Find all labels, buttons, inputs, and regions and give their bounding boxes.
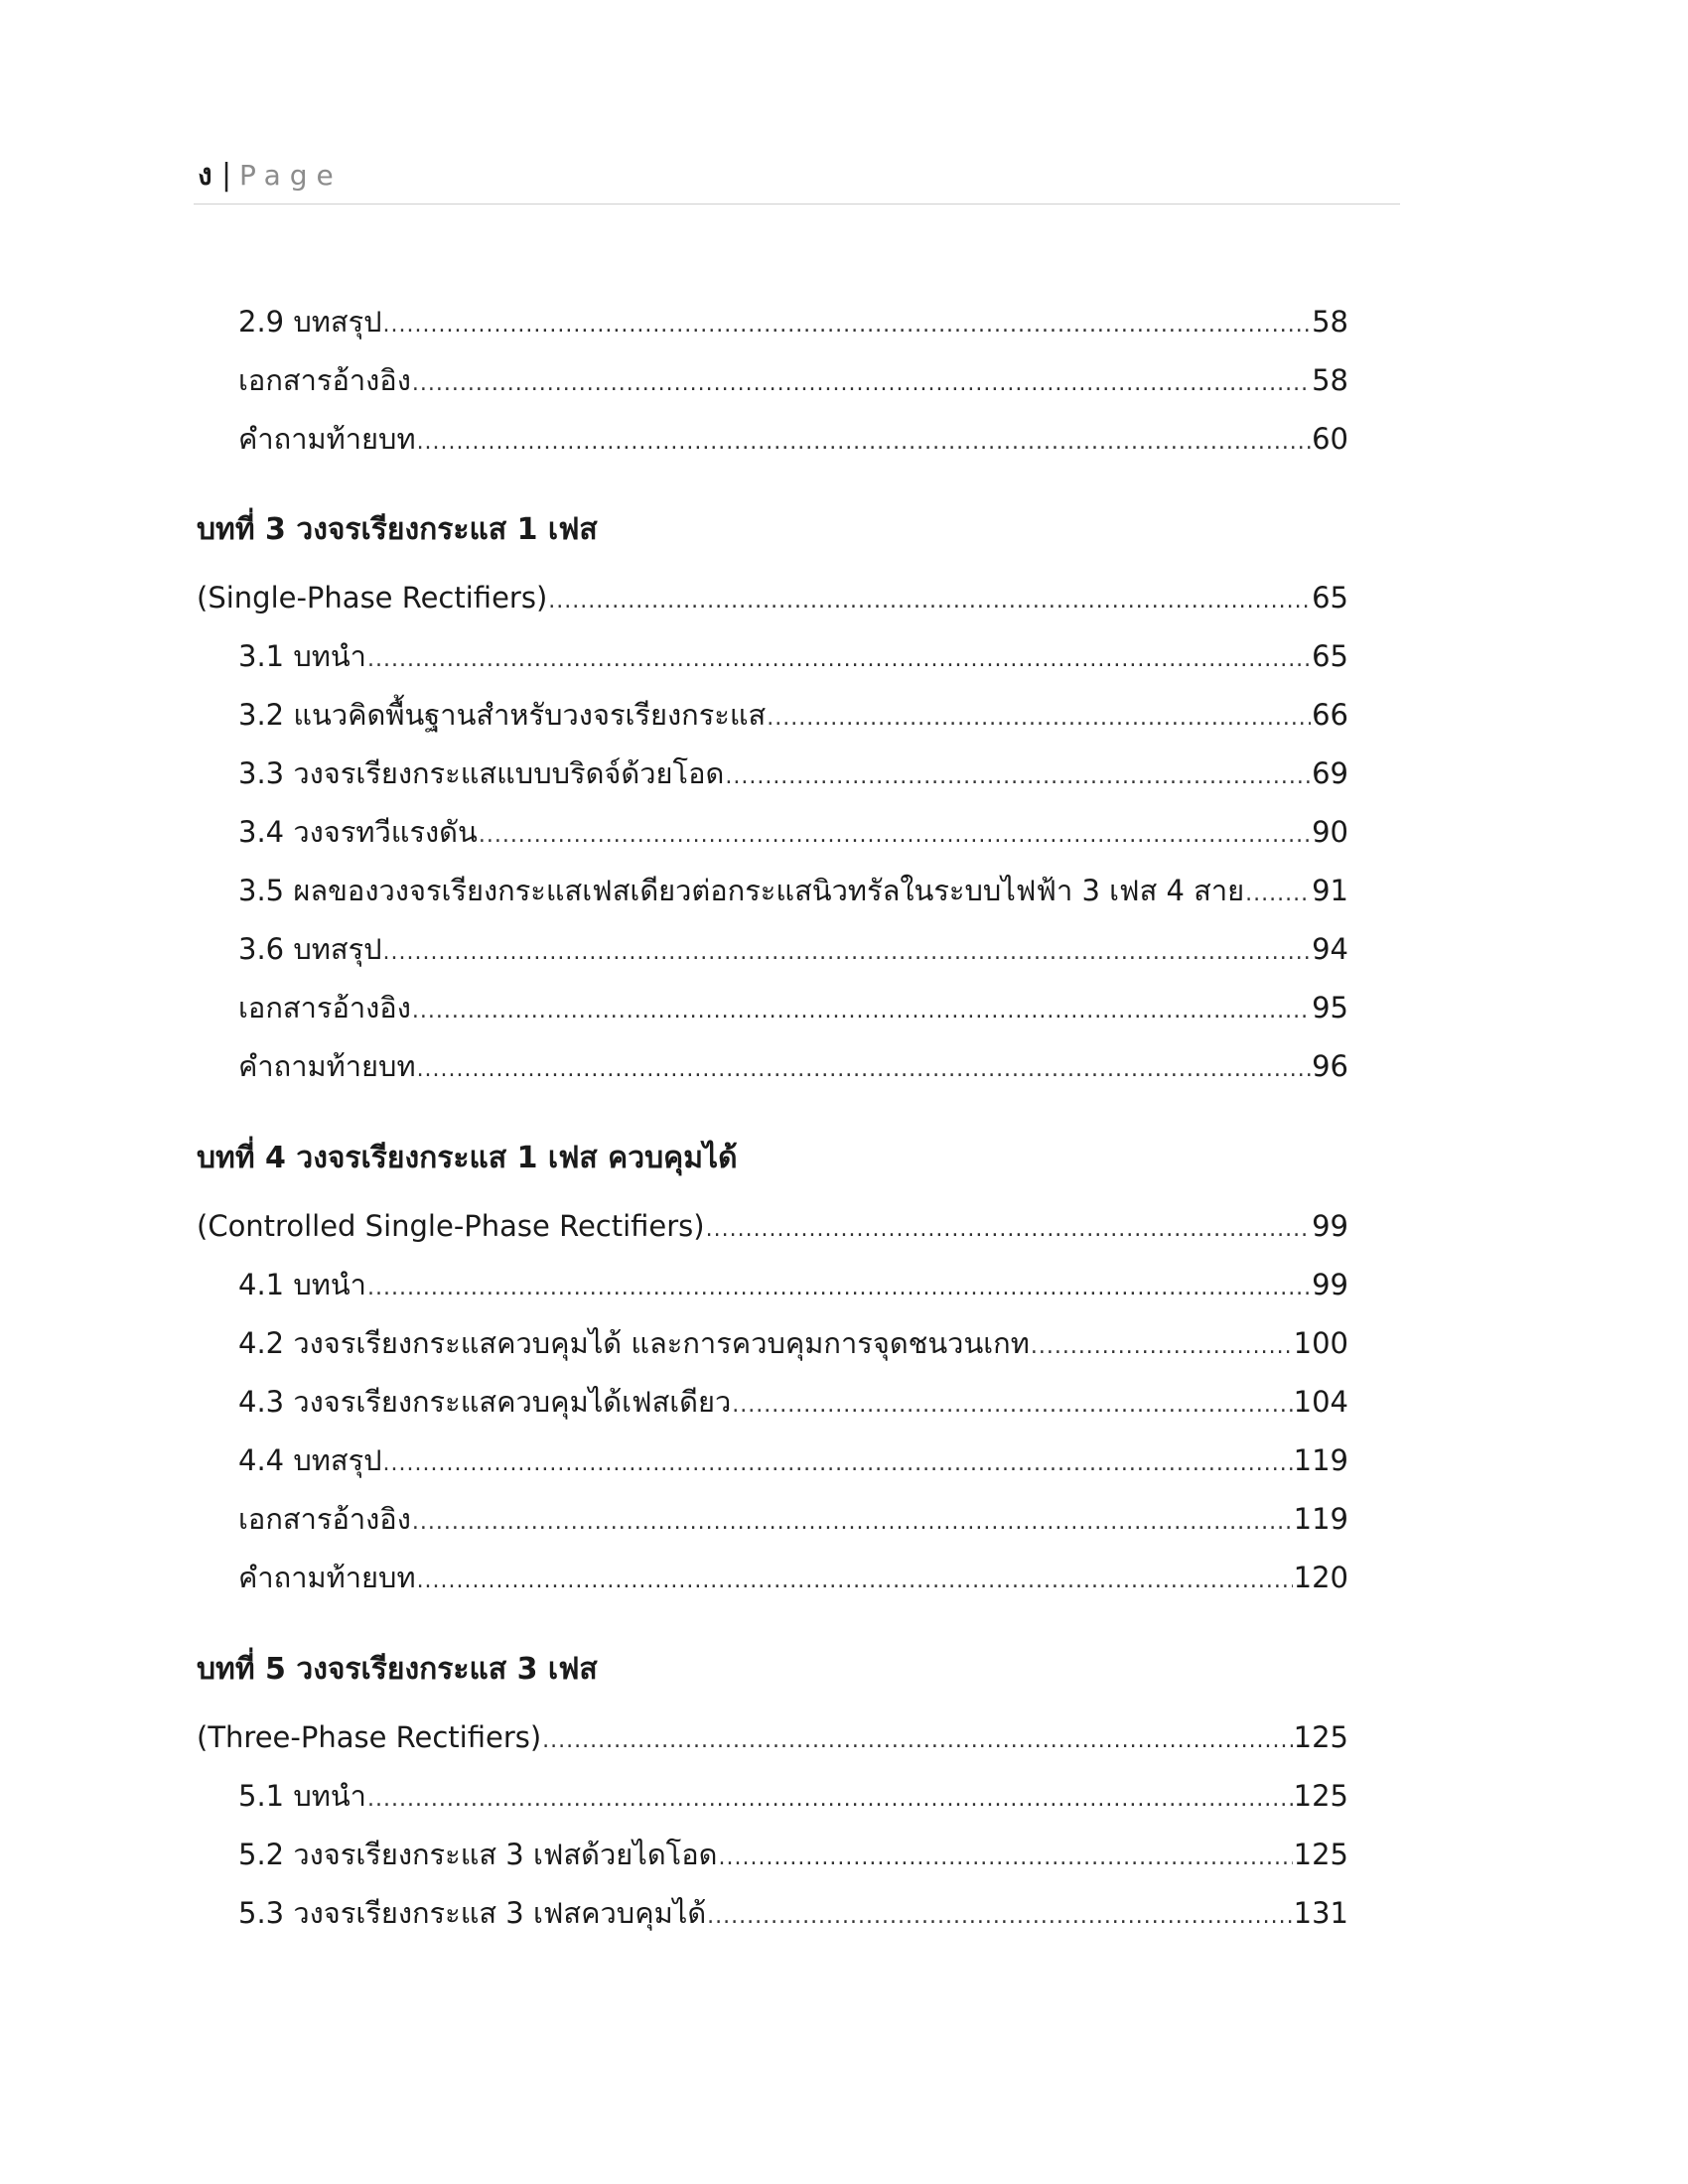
page-header [194, 154, 1400, 205]
toc-entry-label: 4.1 บทนำ [238, 1268, 366, 1301]
toc-entry-label: เอกสารอ้างอิง [238, 363, 411, 397]
toc-entry-page: 94 [1312, 932, 1348, 966]
toc-entry-label: 3.3 วงจรเรียงกระแสแบบบริดจ์ด้วยโอด [238, 756, 725, 790]
dot-leader [548, 574, 1311, 621]
toc-entry-label: 5.2 วงจรเรียงกระแส 3 เฟสด้วยไดโอด [238, 1838, 718, 1871]
toc-entry-page: 120 [1293, 1561, 1348, 1594]
dot-leader [383, 925, 1312, 973]
toc-entry-label: 2.9 บทสรุป [238, 305, 382, 339]
toc-entry[interactable] [238, 1889, 1348, 1937]
toc-entry-page: 119 [1293, 1443, 1348, 1477]
dot-leader [417, 415, 1312, 463]
toc-entry-page: 65 [1312, 639, 1348, 673]
toc-entry[interactable] [238, 1319, 1348, 1367]
toc-entry-page: 125 [1293, 1779, 1348, 1813]
header-separator: | [221, 158, 232, 193]
dot-leader [732, 1378, 1292, 1426]
chapter-heading: บทที่ 3 วงจรเรียงกระแส 1 เฟส [197, 512, 598, 547]
toc-entry-page: 131 [1293, 1896, 1348, 1930]
dot-leader [1245, 867, 1311, 914]
toc-entry-label: 3.4 วงจรทวีแรงดัน [238, 815, 478, 849]
toc-entry[interactable] [238, 750, 1348, 797]
toc-entry-page: 65 [1312, 581, 1348, 614]
toc-entry-page: 125 [1293, 1838, 1348, 1871]
toc-entry[interactable] [238, 1436, 1348, 1484]
toc-entry[interactable] [238, 984, 1348, 1031]
dot-leader [542, 1713, 1292, 1761]
toc-entry[interactable] [238, 1772, 1348, 1820]
toc-entry[interactable] [238, 1042, 1348, 1090]
toc-entry[interactable] [238, 1261, 1348, 1308]
dot-leader [1031, 1319, 1293, 1367]
dot-leader [767, 691, 1311, 739]
toc-entry-label: คำถามท้ายบท [238, 1561, 416, 1594]
toc-entry[interactable] [238, 632, 1348, 680]
dot-leader [725, 750, 1311, 797]
toc-entry[interactable] [238, 1378, 1348, 1426]
toc-entry[interactable] [238, 1495, 1348, 1543]
toc-entry-page: 100 [1293, 1326, 1348, 1360]
toc-entry-label: 3.1 บทนำ [238, 639, 366, 673]
toc-entry[interactable] [238, 356, 1348, 404]
toc-entry-page: 58 [1312, 305, 1348, 339]
toc-entry[interactable] [197, 1713, 1348, 1761]
dot-leader [367, 1261, 1311, 1308]
toc-entry-page: 99 [1312, 1209, 1348, 1243]
chapter-heading: บทที่ 4 วงจรเรียงกระแส 1 เฟส ควบคุมได้ [197, 1141, 738, 1175]
toc-entry[interactable] [238, 415, 1348, 463]
dot-leader [412, 984, 1311, 1031]
toc-entry-page: 95 [1312, 991, 1348, 1024]
toc-entry-page: 58 [1312, 363, 1348, 397]
dot-leader [383, 298, 1312, 345]
toc-entry[interactable] [238, 298, 1348, 345]
toc-entry-page: 69 [1312, 756, 1348, 790]
dot-leader [417, 1042, 1312, 1090]
dot-leader [367, 1772, 1293, 1820]
dot-leader [412, 1495, 1293, 1543]
toc-entry-page: 104 [1293, 1385, 1348, 1419]
toc-entry[interactable] [238, 691, 1348, 739]
toc-entry-label: 3.6 บทสรุป [238, 932, 382, 966]
chapter-heading: บทที่ 5 วงจรเรียงกระแส 3 เฟส [197, 1652, 598, 1687]
page-number: ง [198, 158, 212, 193]
toc-entry-page: 91 [1312, 874, 1348, 907]
toc-entry[interactable] [197, 1202, 1348, 1250]
dot-leader [417, 1554, 1293, 1601]
toc-entry-label: 4.2 วงจรเรียงกระแสควบคุมได้ และการควบคุมการจุดชนวนเกท [238, 1326, 1030, 1360]
toc-entry-label: 3.2 แนวคิดพื้นฐานสำหรับวงจรเรียงกระแส [238, 698, 767, 732]
page-label: Page [239, 159, 343, 192]
toc-entry-label: 4.4 บทสรุป [238, 1443, 382, 1477]
toc-entry-label: (Controlled Single-Phase Rectifiers) [197, 1209, 705, 1243]
toc-entry[interactable] [238, 1554, 1348, 1601]
toc-entry[interactable] [238, 867, 1348, 914]
dot-leader [718, 1831, 1292, 1878]
toc-entry-label: 5.1 บทนำ [238, 1779, 366, 1813]
toc-entry[interactable] [238, 808, 1348, 856]
toc-entry-page: 99 [1312, 1268, 1348, 1301]
dot-leader [479, 808, 1311, 856]
dot-leader [706, 1202, 1311, 1250]
toc-entry[interactable] [238, 925, 1348, 973]
toc-entry-label: คำถามท้ายบท [238, 422, 416, 456]
toc-entry-page: 119 [1293, 1502, 1348, 1536]
toc-entry-label: 5.3 วงจรเรียงกระแส 3 เฟสควบคุมได้ [238, 1896, 707, 1930]
toc-entry-page: 90 [1312, 815, 1348, 849]
toc-entry[interactable] [238, 1831, 1348, 1878]
toc-entry-label: คำถามท้ายบท [238, 1049, 416, 1083]
toc-entry-label: 4.3 วงจรเรียงกระแสควบคุมได้เฟสเดียว [238, 1385, 732, 1419]
toc-entry-label: เอกสารอ้างอิง [238, 991, 411, 1024]
toc-entry-label: (Three-Phase Rectifiers) [197, 1720, 542, 1754]
dot-leader [367, 632, 1311, 680]
toc-entry-label: เอกสารอ้างอิง [238, 1502, 411, 1536]
toc-entry-label: 3.5 ผลของวงจรเรียงกระแสเฟสเดียวต่อกระแสนิวทรัลในระบบไฟฟ้า 3 เฟส 4 สาย [238, 874, 1245, 907]
dot-leader [383, 1436, 1293, 1484]
dot-leader [412, 356, 1311, 404]
toc-entry-page: 125 [1293, 1720, 1348, 1754]
toc-entry-page: 60 [1312, 422, 1348, 456]
toc-entry[interactable] [197, 574, 1348, 621]
dot-leader [707, 1889, 1292, 1937]
toc-entry-page: 96 [1312, 1049, 1348, 1083]
toc-entry-page: 66 [1312, 698, 1348, 732]
toc-entry-label: (Single-Phase Rectifiers) [197, 581, 548, 614]
